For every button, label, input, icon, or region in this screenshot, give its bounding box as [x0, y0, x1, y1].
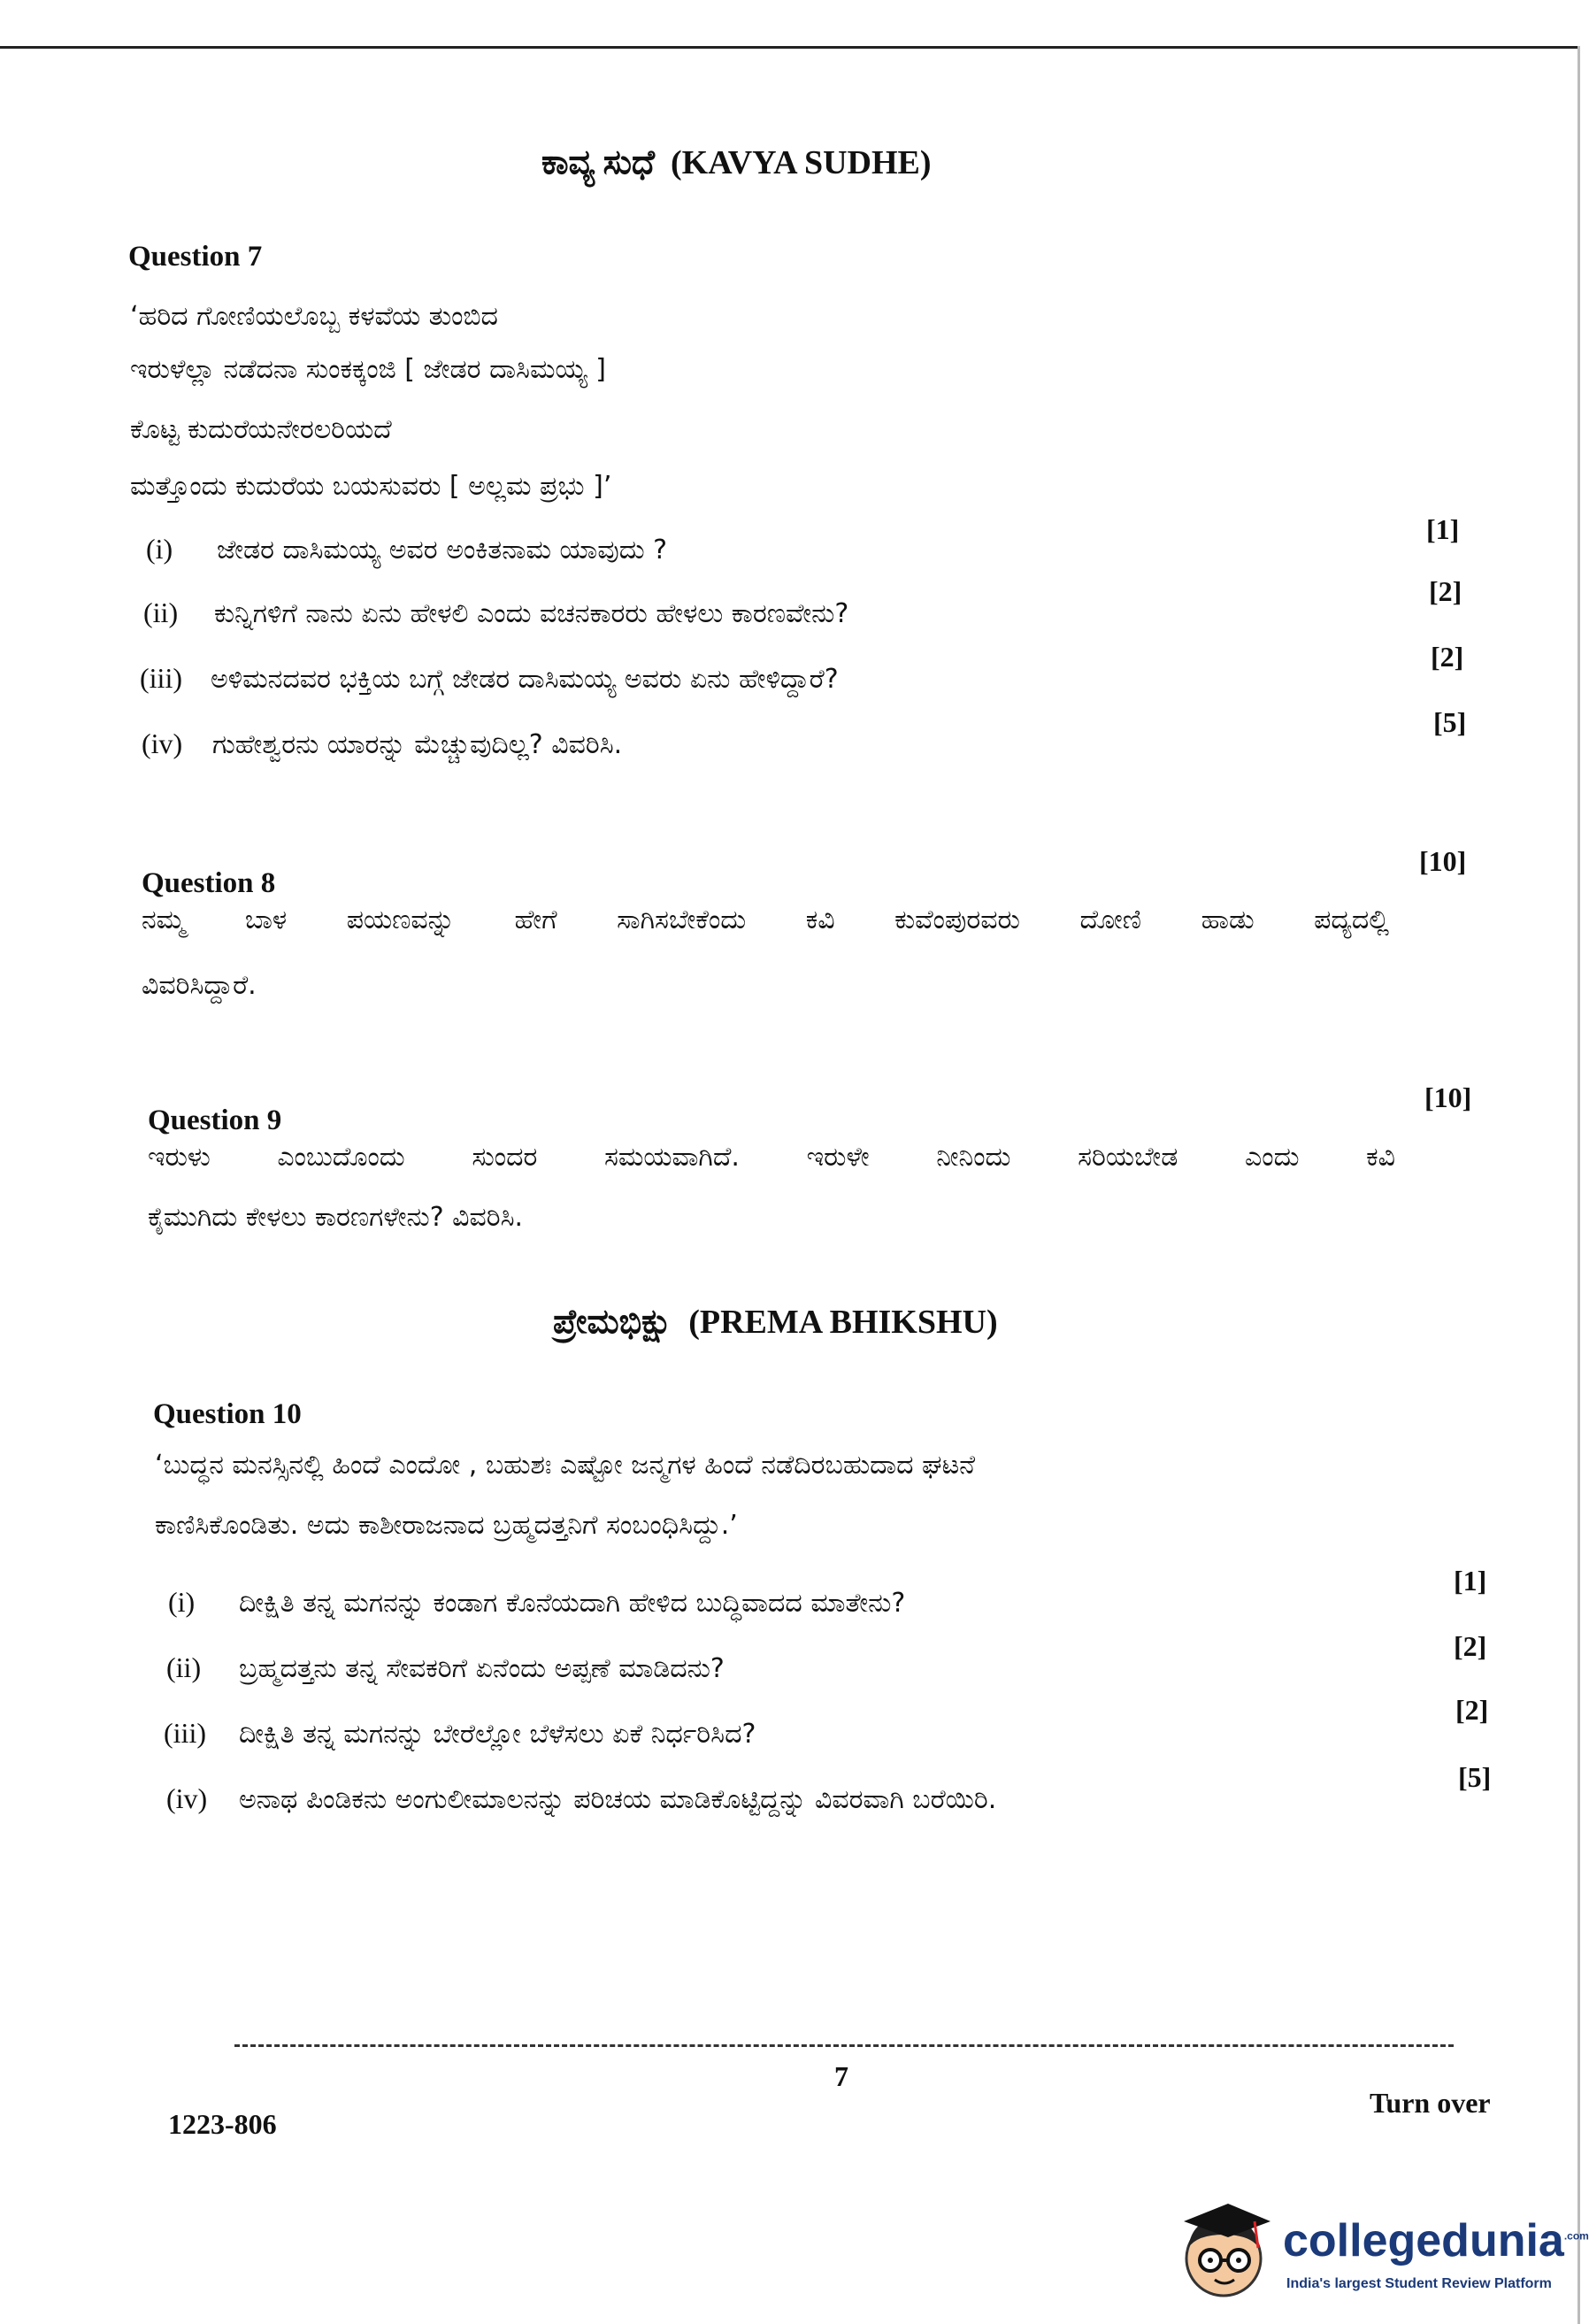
sub-number: (i) [146, 533, 173, 565]
sub-number: (iv) [142, 727, 183, 759]
section-title-kannada: ಪ್ರೇಮಭಿಕ್ಷು [553, 1304, 673, 1341]
section-title-english: (KAVYA SUDHE) [670, 144, 932, 181]
sub-text: ಜೇಡರ ದಾಸಿಮಯ್ಯ ಅವರ ಅಂಕಿತನಾಮ ಯಾವುದು ? [217, 535, 668, 566]
top-border [0, 46, 1580, 49]
sub-text: ಬ್ರಹ್ಮದತ್ತನು ತನ್ನ ಸೇವಕರಿಗೆ ಏನೆಂದು ಅಪ್ಪಣೆ ಮಾಡಿದನು? [239, 1653, 725, 1684]
sub-number: (iv) [166, 1782, 208, 1814]
question-10-heading: Question 10 [153, 1398, 302, 1430]
q7-passage-line: ಮತ್ತೊಂದು ಕುದುರೆಯ ಬಯಸುವರು [ ಅಲ್ಲಮ ಪ್ರಭು ]’ [130, 471, 612, 502]
q9-text-line: ಕೈಮುಗಿದು ಕೇಳಲು ಕಾರಣಗಳೇನು? ವಿವರಿಸಿ. [148, 1202, 524, 1233]
page-number: 7 [834, 2060, 848, 2092]
section-title-english: (PREMA BHIKSHU) [688, 1304, 998, 1341]
q10-passage-line: ಕಾಣಿಸಿಕೊಂಡಿತು. ಅದು ಕಾಶೀರಾಜನಾದ ಬ್ರಹ್ಮದತ್ತನಿಗೆ ಸಂಬಂಧಿಸಿದ್ದು.’ [155, 1510, 738, 1541]
section-title-kavya-sudhe [541, 143, 932, 182]
q10-sub-ii [166, 1651, 725, 1684]
sub-text: ಕುನ್ನಿಗಳಿಗೆ ನಾನು ಏನು ಹೇಳಲಿ ಎಂದು ವಚನಕಾರರು ಹೇಳಲು ಕಾರಣವೇನು? [214, 598, 849, 629]
sub-number: (ii) [166, 1651, 202, 1683]
q10-sub-iii-marks: [2] [1455, 1694, 1489, 1726]
q8-text-line: ವಿವರಿಸಿದ್ದಾರೆ. [142, 970, 257, 1001]
q7-sub-iii [140, 662, 839, 695]
section-title-kannada: ಕಾವ್ಯ ಸುಧೆ [541, 144, 655, 181]
right-edge [1577, 46, 1580, 2324]
logo-name-text: collegedunia [1283, 2215, 1564, 2266]
logo-suffix: .com [1563, 2229, 1589, 2243]
question-9-heading: Question 9 [148, 1104, 282, 1136]
q10-passage-line: ‘ಬುದ್ಧನ ಮನಸ್ಸಿನಲ್ಲಿ ಹಿಂದೆ ಎಂದೋ , ಬಹುಶಃ ಎಷ್ಟೋ ಜನ್ಮಗಳ ಹಿಂದೆ ನಡೆದಿರಬಹುದಾದ ಘಟನೆ [155, 1450, 976, 1481]
q7-sub-iv-marks: [5] [1433, 706, 1467, 738]
q7-passage-line: ಇರುಳೆಲ್ಲಾ ನಡೆದನಾ ಸುಂಕಕ್ಕಂಜಿ [ ಜೇಡರ ದಾಸಿಮಯ್ಯ ] [130, 354, 607, 385]
question-8-heading: Question 8 [142, 867, 276, 899]
q7-passage-line: ಕೊಟ್ಟ ಕುದುರೆಯನೇರಲರಿಯದೆ [130, 414, 392, 445]
q10-sub-iv [166, 1782, 996, 1815]
q9-marks: [10] [1424, 1081, 1472, 1113]
sub-number: (i) [168, 1586, 196, 1618]
question-7-heading: Question 7 [128, 241, 263, 273]
q10-sub-i [168, 1586, 905, 1619]
collegedunia-logo [1166, 2195, 1589, 2310]
sub-number: (ii) [143, 596, 179, 628]
q10-sub-iii [164, 1717, 756, 1750]
q7-passage-line: ‘ಹರಿದ ಗೋಣಿಯಲೊಬ್ಬ ಕಳವೆಯ ತುಂಬಿದ [130, 301, 498, 332]
q9-text-line: ಇರುಳು ಎಂಬುದೊಂದು ಸುಂದರ ಸಮಯವಾಗಿದೆ. ಇರುಳೇ ನೀನಿಂದು ಸರಿಯಬೇಡ ಎಂದು ಕವಿ [148, 1142, 1395, 1173]
logo-tagline: India's largest Student Review Platform [1286, 2276, 1552, 2291]
q10-sub-iv-marks: [5] [1458, 1761, 1492, 1793]
q8-text-line: ನಮ್ಮ ಬಾಳ ಪಯಣವನ್ನು ಹೇಗೆ ಸಾಗಿಸಬೇಕೆಂದು ಕವಿ ಕುವೆಂಪುರವರು ದೋಣಿ ಹಾಡು ಪದ್ಯದಲ್ಲಿ [142, 904, 1389, 935]
q7-sub-ii [143, 596, 848, 629]
student-mascot-icon [1166, 2195, 1281, 2310]
sub-number: (iii) [164, 1717, 206, 1749]
q7-sub-i-marks: [1] [1426, 513, 1460, 545]
sub-text: ಗುಹೇಶ್ವರನು ಯಾರನ್ನು ಮೆಚ್ಚುವುದಿಲ್ಲ? ವಿವರಿಸಿ. [212, 729, 623, 760]
sub-text: ಅಳಿಮನದವರ ಭಕ್ತಿಯ ಬಗ್ಗೆ ಜೇಡರ ದಾಸಿಮಯ್ಯ ಅವರು ಏನು ಹೇಳಿದ್ದಾರೆ? [211, 664, 839, 695]
sub-text: ಅನಾಥ ಪಿಂಡಿಕನು ಅಂಗುಲೀಮಾಲನನ್ನು ಪರಿಚಯ ಮಾಡಿಕೊಟ್ಟಿದ್ದನ್ನು ವಿವರವಾಗಿ ಬರೆಯಿರಿ. [239, 1784, 997, 1815]
logo-wordmark [1283, 2214, 1589, 2267]
q10-sub-ii-marks: [2] [1454, 1630, 1487, 1662]
sub-text: ದೀಕ್ಷಿತಿ ತನ್ನ ಮಗನನ್ನು ಕಂಡಾಗ ಕೊನೆಯದಾಗಿ ಹೇಳಿದ ಬುದ್ಧಿವಾದದ ಮಾತೇನು? [239, 1588, 906, 1619]
q7-sub-iii-marks: [2] [1431, 641, 1464, 673]
paper-code: 1223-806 [168, 2108, 277, 2140]
sub-text: ದೀಕ್ಷಿತಿ ತನ್ನ ಮಗನನ್ನು ಬೇರೆಲ್ಲೋ ಬೆಳೆಸಲು ಏಕೆ ನಿರ್ಧರಿಸಿದ? [239, 1719, 756, 1750]
sub-number: (iii) [140, 662, 182, 694]
turn-over: Turn over [1370, 2087, 1491, 2119]
q10-sub-i-marks: [1] [1454, 1565, 1487, 1597]
q7-sub-i [146, 533, 667, 566]
q7-sub-iv [142, 727, 622, 760]
section-title-prema-bhikshu [553, 1303, 998, 1342]
footer-dashed-line [234, 2044, 1454, 2047]
q8-marks: [10] [1419, 845, 1467, 877]
q7-sub-ii-marks: [2] [1429, 575, 1462, 607]
